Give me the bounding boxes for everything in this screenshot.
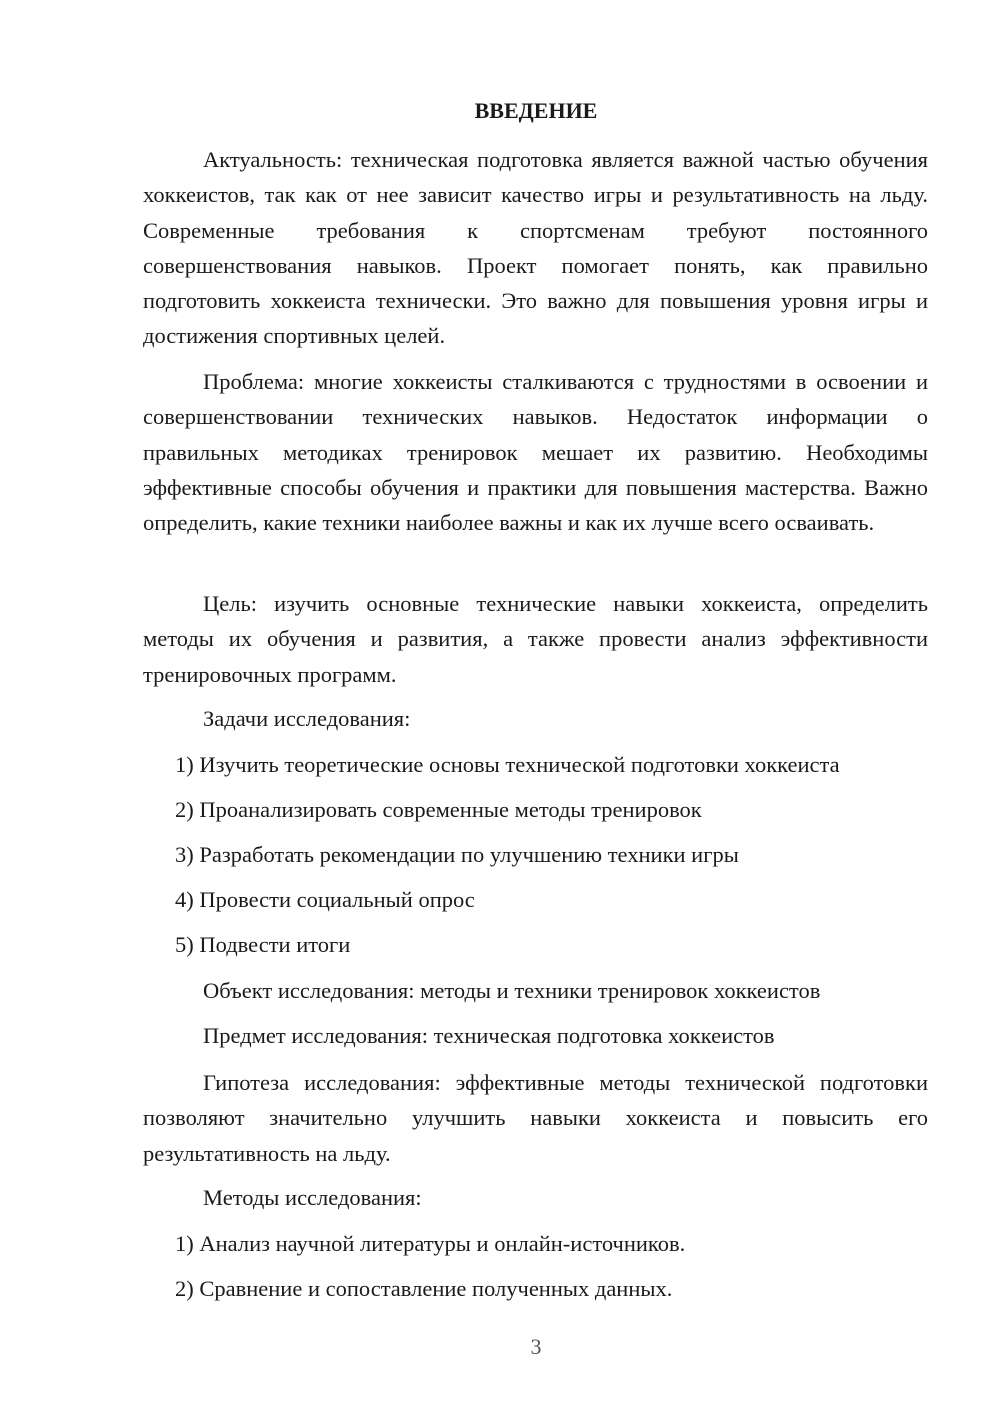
problem-paragraph: Проблема: многие хоккеисты сталкиваются с трудностями в освоении и совершенствовании технических навыков. Недостаток информации о правильных методиках тренировок мешает их развитию. Необходимы эффективные способы обучения и практики для повышения мастерства. Важно определить, какие техники наиболее важны и как их лучше всего осваивать. [143,369,928,536]
page-number: 3 [530,1334,542,1359]
methods-heading: Методы исследования: [203,1185,422,1210]
task-item: 2) Проанализировать современные методы тренировок [175,797,702,822]
tasks-heading: Задачи исследования: [203,706,411,731]
task-item: 5) Подвести итоги [175,932,351,957]
hypothesis-paragraph: Гипотеза исследования: эффективные методы технической подготовки позволяют значительно улучшить навыки хоккеиста и повысить его результативность на льду. [143,1070,928,1166]
task-item: 1) Изучить теоретические основы технической подготовки хоккеиста [175,752,840,777]
task-item: 3) Разработать рекомендации по улучшению техники игры [175,842,739,867]
research-subject: Предмет исследования: техническая подготовка хоккеистов [203,1023,775,1048]
goal-paragraph: Цель: изучить основные технические навыки хоккеиста, определить методы их обучения и развития, а также провести анализ эффективности тренировочных программ. [143,591,928,687]
task-item: 4) Провести социальный опрос [175,887,475,912]
method-item: 1) Анализ научной литературы и онлайн-источников. [175,1231,686,1256]
page-title: ВВЕДЕНИЕ [474,98,598,123]
relevance-paragraph: Актуальность: техническая подготовка является важной частью обучения хоккеистов, так как от нее зависит качество игры и результативность на льду. Современные требования к спортсменам требуют постоянного совершенствования навыков. Проект помогает понять, как правильно подготовить хоккеиста технически. Это важно для повышения уровня игры и достижения спортивных целей. [143,147,928,349]
method-item: 2) Сравнение и сопоставление полученных данных. [175,1276,673,1301]
research-object: Объект исследования: методы и техники тренировок хоккеистов [203,978,821,1003]
